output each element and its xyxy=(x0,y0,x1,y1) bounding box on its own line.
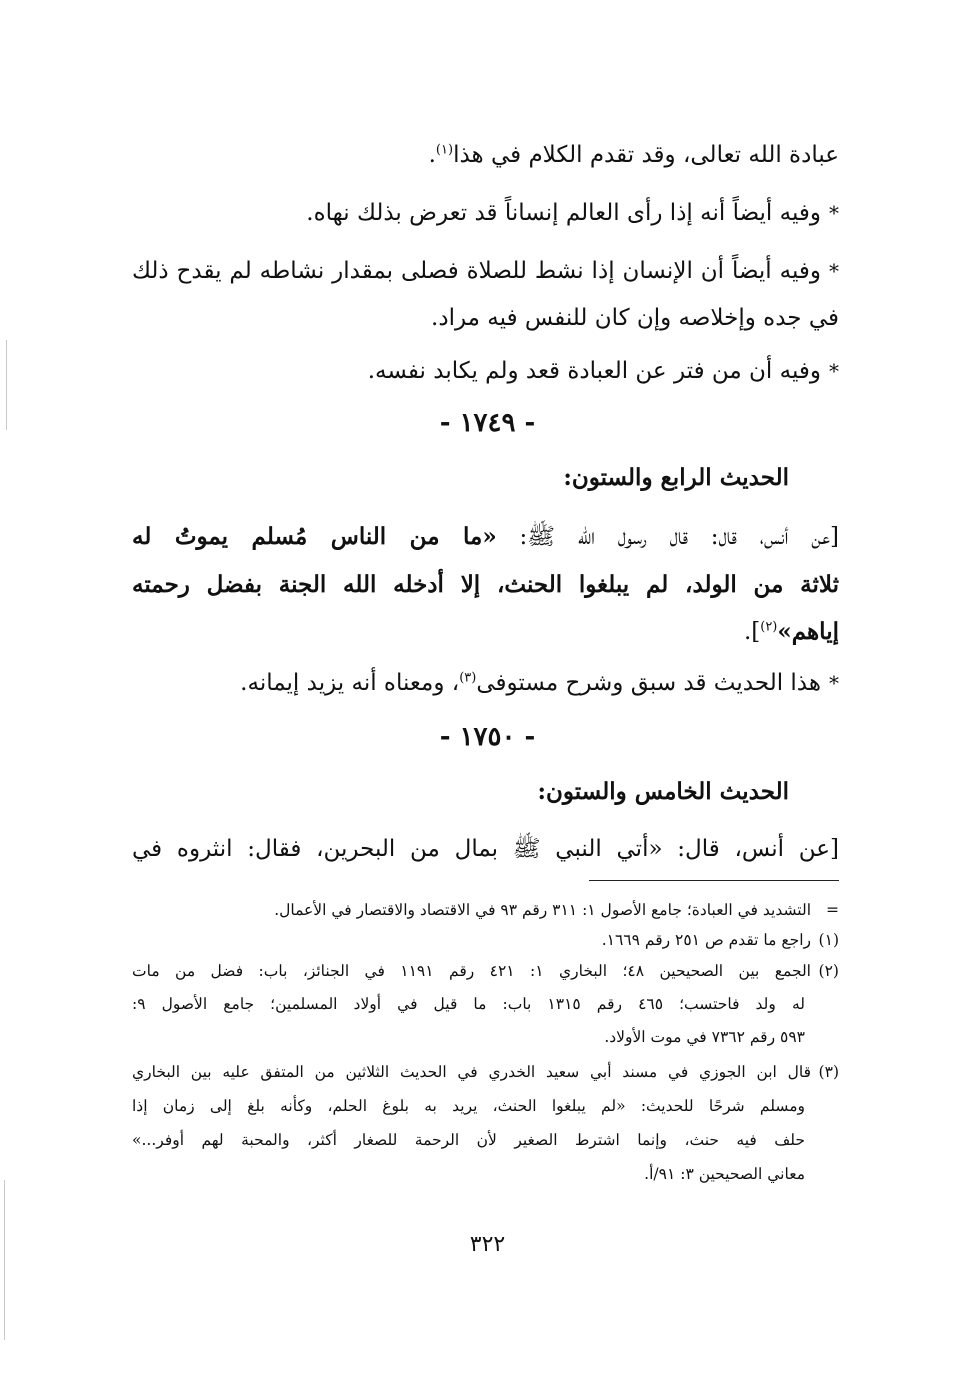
footnote-text: حلف فيه حنث، وإنما اشترط الصغير لأن الرحمة للصغار أكثر، والمحبة لهم أوفر...» xyxy=(132,1131,805,1149)
commentary-text: هذا الحديث قد سبق وشرح مستوفى xyxy=(476,670,821,696)
footnote-2-line-1 xyxy=(132,961,839,981)
footnote-3-line-4 xyxy=(132,1164,805,1184)
footnote-text: الجمع بين الصحيحين ٤٨؛ البخاري ١: ٤٢١ رقم ١١٩١ في الجنائز، باب: فضل من مات xyxy=(132,962,811,980)
footnote-number: (١) xyxy=(818,931,839,949)
footnote-text: راجع ما تقدم ص ٢٥١ رقم ١٦٦٩. xyxy=(601,931,811,949)
footnote-continued xyxy=(132,900,839,920)
body-text: . xyxy=(428,142,436,168)
body-line-5 xyxy=(132,356,839,386)
narration-line-1 xyxy=(132,834,839,864)
asterisk-icon: * xyxy=(829,671,839,695)
footnote-3-line-2 xyxy=(132,1096,805,1116)
narration-text: ]. xyxy=(743,619,761,645)
footnote-2-line-3 xyxy=(132,1027,805,1047)
body-text: في جده وإخلاصه وإن كان للنفس فيه مراد. xyxy=(431,305,839,331)
narration-text: [عن أنس، قال: «أتي النبي ﷺ بمال من البحرين، فقال: انثروه في xyxy=(132,836,839,862)
footnote-ref[interactable]: (٣) xyxy=(459,670,477,686)
commentary-line xyxy=(132,668,839,698)
footnote-3-line-3 xyxy=(132,1130,805,1150)
footnote-3-line-1 xyxy=(132,1062,839,1082)
prophetic-saying: إياهم» xyxy=(777,618,839,645)
footnote-text: له ولد فاحتسب؛ ٤٦٥ رقم ١٣١٥ باب: ما قيل في أولاد المسلمين؛ جامع الأصول ٩: xyxy=(132,995,805,1013)
footnote-number: (٢) xyxy=(818,962,839,980)
footnote-text: معاني الصحيحين ٣: ٩١/أ. xyxy=(644,1165,805,1183)
narration-line-1 xyxy=(132,522,839,552)
footnote-text: ٥٩٣ رقم ٧٣٦٢ في موت الأولاد. xyxy=(604,1028,805,1046)
footnote-1 xyxy=(132,930,839,950)
footnote-ref[interactable]: (١) xyxy=(435,142,454,158)
body-line-2 xyxy=(132,198,839,228)
footnote-text: قال ابن الجوزي في مسند أبي سعيد الخدري في الحديث الثلاثين من المتفق عليه بين البخاري xyxy=(132,1063,811,1081)
body-line-3 xyxy=(132,256,839,286)
prophetic-saying: ثلاثة من الولد، لم يبلغوا الحنث، إلا أدخله الله الجنة بفضل رحمته xyxy=(132,571,839,598)
body-line-1 xyxy=(132,140,839,170)
body-text: وفيه أيضاً أنه إذا رأى العالم إنساناً قد تعرض بذلك نهاه. xyxy=(306,200,821,226)
prophetic-saying: «ما من الناس مُسلم يموتُ له xyxy=(132,523,497,550)
body-text: عبادة الله تعالى، وقد تقدم الكلام في هذا xyxy=(453,142,839,168)
footnote-ref[interactable]: (٢) xyxy=(760,619,778,635)
footnote-number: (٣) xyxy=(818,1063,839,1081)
asterisk-icon: * xyxy=(829,359,839,383)
body-text: وفيه أيضاً أن الإنسان إذا نشط للصلاة فصلى بمقدار نشاطه لم يقدح ذلك xyxy=(132,258,821,284)
hadith-number: - ١٧٤٩ - xyxy=(439,408,536,438)
commentary-text: ، ومعناه أنه يزيد إيمانه. xyxy=(240,670,460,696)
narration-text: [عن أنس، قال: قال رسول الله ﷺ: xyxy=(519,524,839,550)
page-number: ٣٢٢ xyxy=(469,1232,506,1257)
hadith-heading: الحديث الخامس والستون: xyxy=(537,778,789,805)
footnote-2-line-2 xyxy=(132,994,805,1014)
body-line-4 xyxy=(132,303,839,333)
hadith-heading: الحديث الرابع والستون: xyxy=(563,464,789,491)
hadith-number: - ١٧٥٠ - xyxy=(439,722,536,752)
narration-line-2 xyxy=(132,570,839,600)
footnote-divider xyxy=(589,880,839,881)
narration-line-3 xyxy=(132,617,839,647)
continuation-mark: = xyxy=(826,901,839,919)
footnote-text: التشديد في العبادة؛ جامع الأصول ١: ٣١١ رقم ٩٣ في الاقتصاد والاقتصار في الأعمال. xyxy=(274,901,811,919)
asterisk-icon: * xyxy=(829,259,839,283)
footnote-text: ومسلم شرحًا للحديث: «لم يبلغوا الحنث، يريد به بلوغ الحلم، وكأنه بلغ إلى زمان إذا xyxy=(132,1097,805,1115)
asterisk-icon: * xyxy=(829,201,839,225)
body-text: وفيه أن من فتر عن العبادة قعد ولم يكابد نفسه. xyxy=(367,358,821,384)
scan-edge-mark xyxy=(4,1180,5,1340)
